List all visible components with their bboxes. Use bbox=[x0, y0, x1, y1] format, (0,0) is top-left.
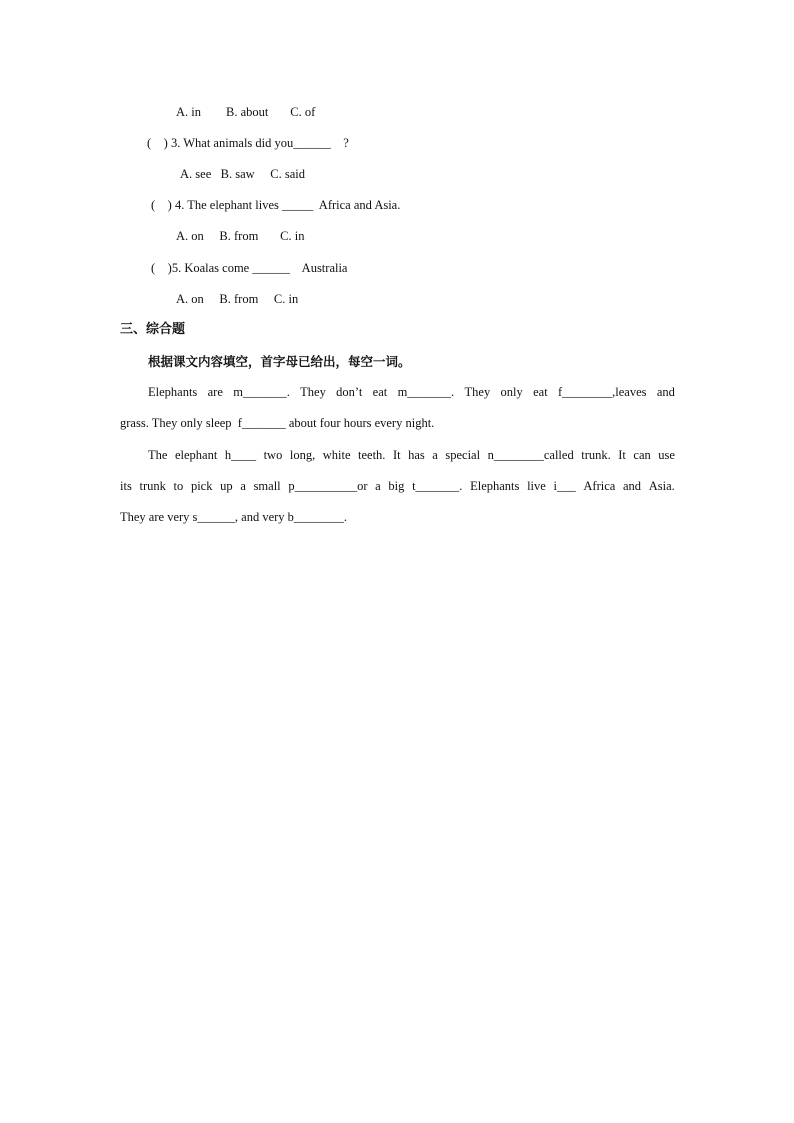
passage-word: small bbox=[253, 479, 281, 493]
passage-word: don’t bbox=[336, 385, 363, 399]
passage-word: f________,leaves bbox=[558, 385, 647, 399]
passage-word: up bbox=[220, 479, 233, 493]
passage-word: Africa bbox=[583, 479, 616, 493]
passage-word: only bbox=[500, 385, 523, 399]
section-3-title: 三、综合题 bbox=[120, 322, 186, 337]
passage-word: are bbox=[207, 385, 223, 399]
passage-word: live bbox=[527, 479, 546, 493]
paragraph-2-line-1 bbox=[120, 447, 675, 478]
question-3-stem: ( ) 3. What animals did you______ ? bbox=[147, 136, 349, 150]
passage-word: has bbox=[408, 448, 425, 462]
passage-word: pick bbox=[190, 479, 213, 493]
passage-word: Asia. bbox=[648, 479, 675, 493]
passage-word: trunk bbox=[139, 479, 166, 493]
passage-word: long, bbox=[289, 448, 316, 462]
question-4-options: A. on B. from C. in bbox=[176, 229, 305, 243]
passage-word: They bbox=[300, 385, 326, 399]
passage-paragraph-1 bbox=[120, 384, 675, 446]
passage-word: a bbox=[432, 448, 438, 462]
paragraph-1-line-2: grass. They only sleep f_______ about four hours every night. bbox=[120, 416, 435, 430]
paragraph-1-line-1 bbox=[120, 384, 675, 415]
passage-word: h____ bbox=[224, 448, 257, 462]
passage-word: m_______. bbox=[397, 385, 455, 399]
passage-word: n________called bbox=[487, 448, 574, 462]
passage-word: It bbox=[392, 448, 401, 462]
passage-word: The bbox=[148, 448, 168, 462]
passage-word: i___ bbox=[553, 479, 576, 493]
passage-word: white bbox=[322, 448, 351, 462]
passage-word: trunk. bbox=[581, 448, 611, 462]
passage-word: to bbox=[173, 479, 184, 493]
passage-word: m_______. bbox=[233, 385, 290, 399]
section-3-instruction: 根据课文内容填空，首字母已给出，每空一词。 bbox=[148, 354, 411, 369]
question-5-options: A. on B. from C. in bbox=[176, 292, 299, 306]
paragraph-2-line-2 bbox=[120, 478, 675, 509]
passage-word: and bbox=[622, 479, 642, 493]
question-4-stem: ( ) 4. The elephant lives _____ Africa and Asia. bbox=[151, 198, 401, 212]
passage-word: a bbox=[240, 479, 246, 493]
passage-word: Elephants bbox=[470, 479, 520, 493]
question-2-options: A. in B. about C. of bbox=[176, 105, 316, 119]
paragraph-2-line-3: They are very s______, and very b________. bbox=[120, 510, 348, 524]
passage-word: and bbox=[656, 385, 675, 399]
passage-word: use bbox=[658, 448, 675, 462]
passage-word: p__________or bbox=[288, 479, 368, 493]
question-5-stem: ( )5. Koalas come ______ Australia bbox=[151, 261, 348, 275]
passage-word: t_______. bbox=[412, 479, 463, 493]
question-3-options: A. see B. saw C. said bbox=[180, 167, 305, 181]
passage-word: eat bbox=[533, 385, 548, 399]
passage-word: can bbox=[633, 448, 651, 462]
passage-word: big bbox=[388, 479, 405, 493]
passage-word: its bbox=[120, 479, 132, 493]
passage-paragraph-2 bbox=[120, 447, 675, 540]
passage-word: Elephants bbox=[148, 385, 198, 399]
passage-word: teeth. bbox=[358, 448, 386, 462]
passage-word: It bbox=[618, 448, 626, 462]
passage-word: a bbox=[375, 479, 381, 493]
passage-word: special bbox=[445, 448, 481, 462]
passage-word: two bbox=[263, 448, 283, 462]
passage-word: elephant bbox=[174, 448, 218, 462]
passage-word: eat bbox=[372, 385, 388, 399]
passage-word: They bbox=[464, 385, 491, 399]
